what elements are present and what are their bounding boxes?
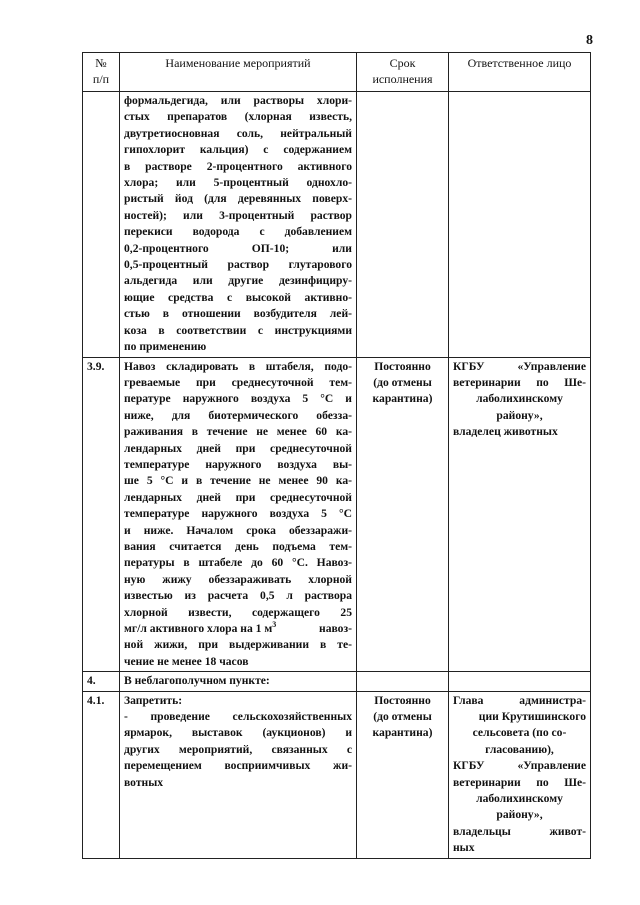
row-term-cell bbox=[357, 357, 449, 672]
measure-line: стью в отношении возбудителя лей- bbox=[124, 307, 352, 321]
responsible-line: сельсовета (по со- bbox=[472, 726, 567, 740]
measure-line: гипохлорит кальция) с содержанием bbox=[124, 143, 352, 157]
measure-line: ностей); или 3-процентный раствор bbox=[124, 208, 352, 222]
row-number-cell: 4. bbox=[83, 672, 120, 691]
measure-line: Запретить: bbox=[124, 693, 183, 707]
term-line: Постоянно bbox=[374, 359, 431, 373]
term-line: Постоянно bbox=[374, 693, 431, 707]
table-row bbox=[83, 691, 591, 858]
responsible-line: владелец животных bbox=[453, 425, 558, 439]
responsible-line: гласованию), bbox=[485, 742, 554, 756]
measure-line: пературы в штабеле до 60 °С. Навоз- bbox=[124, 556, 352, 570]
measure-line: чение не менее 18 часов bbox=[124, 654, 249, 668]
responsible-line: ции Крутишинского bbox=[478, 710, 586, 724]
responsible-line: ветеринарии по Ше- bbox=[453, 775, 586, 789]
row-term-cell bbox=[357, 92, 449, 358]
measure-line: В неблагополучном пункте: bbox=[124, 674, 270, 688]
measure-line: температуре наружного воздуха 5 °С bbox=[124, 507, 352, 521]
measure-line: 0,2-процентного ОП-10; или bbox=[124, 241, 352, 255]
measure-line: лендарных дней при среднесуточной bbox=[124, 441, 352, 455]
term-line: карантина) bbox=[372, 726, 433, 740]
measure-line: перекиси водорода с добавлением bbox=[124, 225, 352, 239]
responsible-line: владельцы живот- bbox=[453, 824, 586, 838]
term-line: (до отмены bbox=[373, 375, 432, 389]
measure-line: ниже, для биотермического обезза- bbox=[124, 408, 352, 422]
measure-line: пературе наружного воздуха 5 °С и bbox=[124, 392, 352, 406]
superscript-cube: 3 bbox=[272, 620, 277, 630]
measure-line: ющие средства с высокой активно- bbox=[124, 290, 352, 304]
header-number-line2: п/п bbox=[92, 72, 110, 86]
header-term-line2: исполнения bbox=[372, 72, 433, 86]
header-measure-name-text: Наименование мероприятий bbox=[165, 56, 311, 70]
term-line: карантина) bbox=[372, 392, 433, 406]
measures-table bbox=[82, 52, 591, 859]
header-number-line1: № bbox=[95, 56, 107, 70]
measure-line: формальдегида, или растворы хлори- bbox=[124, 94, 352, 107]
row-number-cell: 4.1. bbox=[83, 691, 120, 858]
measure-line: ярмарок, выставок (аукционов) и bbox=[124, 726, 352, 740]
measure-line: хлорной извести, содержащего 25 bbox=[124, 605, 352, 619]
measure-line: стых препаратов (хлорная известь, bbox=[124, 110, 352, 124]
row-responsible-cell bbox=[449, 691, 591, 858]
measure-line: известью из расчета 0,5 л раствора bbox=[124, 589, 352, 603]
header-responsible bbox=[449, 53, 591, 92]
measure-line: по применению bbox=[124, 340, 207, 354]
row-number-cell: 3.9. bbox=[83, 357, 120, 672]
term-line: (до отмены bbox=[373, 710, 432, 724]
header-measure-name bbox=[120, 53, 357, 92]
row-responsible-cell bbox=[449, 357, 591, 672]
responsible-line: КГБУ «Управление bbox=[453, 359, 586, 373]
measure-line: коза в соответствии с инструкциями bbox=[124, 323, 352, 337]
measure-line bbox=[124, 621, 352, 637]
measure-line: вотных bbox=[124, 775, 164, 789]
measure-line: ше 5 °С и в течение не менее 90 ка- bbox=[124, 474, 352, 488]
row-measure-cell bbox=[120, 691, 357, 858]
responsible-line: ветеринарии по Ше- bbox=[453, 375, 586, 389]
row-responsible-cell bbox=[449, 92, 591, 358]
measure-line-tail: навоз- bbox=[319, 622, 352, 635]
measure-line: 0,5-процентный раствор глутарового bbox=[124, 258, 352, 272]
row-measure-cell bbox=[120, 357, 357, 672]
measure-line: и ниже. Началом срока обеззаражи- bbox=[124, 523, 352, 537]
measure-line: лендарных дней при среднесуточной bbox=[124, 490, 352, 504]
table-row bbox=[83, 672, 591, 691]
measure-line: перемещением восприимчивых жи- bbox=[124, 759, 352, 773]
measure-line: греваемые при среднесуточной тем- bbox=[124, 375, 352, 389]
measure-line: двутретиосновная соль, нейтральный bbox=[124, 126, 352, 140]
measure-line: раживания в течение не менее 60 ка- bbox=[124, 425, 352, 439]
row-measure-cell bbox=[120, 672, 357, 691]
header-term-line1: Срок bbox=[389, 56, 416, 70]
header-number bbox=[83, 53, 120, 92]
page-number: 8 bbox=[586, 33, 593, 48]
table-row bbox=[83, 92, 591, 358]
measure-line-text: мг/л активного хлора на 1 м bbox=[124, 622, 273, 635]
measure-line: других мероприятий, связанных с bbox=[124, 742, 352, 756]
measure-line: в растворе 2-процентного активного bbox=[124, 159, 352, 173]
measure-line: ной жижи, при выдерживании в те- bbox=[124, 638, 352, 652]
responsible-line: КГБУ «Управление bbox=[453, 759, 586, 773]
responsible-line: лаболихинскому bbox=[476, 392, 563, 406]
row-number-cell bbox=[83, 92, 120, 358]
measure-line: ную жижу обеззараживать хлорной bbox=[124, 572, 352, 586]
row-term-cell bbox=[357, 691, 449, 858]
measure-line: альдегида или другие дезинфициру- bbox=[124, 274, 352, 288]
measure-line: температуре наружного воздуха вы- bbox=[124, 457, 352, 471]
row-term-cell bbox=[357, 672, 449, 691]
measure-line: - проведение сельскохозяйственных bbox=[124, 710, 352, 724]
responsible-line: району», bbox=[496, 808, 543, 822]
measure-line: хлора; или 5-процентный однохло- bbox=[124, 176, 352, 190]
measure-line-part bbox=[124, 621, 276, 637]
responsible-line: ных bbox=[453, 841, 475, 855]
table-header-row bbox=[83, 53, 591, 92]
table-row bbox=[83, 357, 591, 672]
measure-line: ристый йод (для деревянных поверх- bbox=[124, 192, 352, 206]
row-measure-cell bbox=[120, 92, 357, 358]
header-responsible-text: Ответственное лицо bbox=[467, 56, 572, 70]
header-term bbox=[357, 53, 449, 92]
measure-line: вания считается день подъема тем- bbox=[124, 539, 352, 553]
measure-line: Навоз складировать в штабеля, подо- bbox=[124, 359, 352, 373]
row-responsible-cell bbox=[449, 672, 591, 691]
responsible-line: лаболихинскому bbox=[476, 792, 563, 806]
responsible-line: Глава администра- bbox=[453, 693, 586, 707]
responsible-line: району», bbox=[496, 408, 543, 422]
